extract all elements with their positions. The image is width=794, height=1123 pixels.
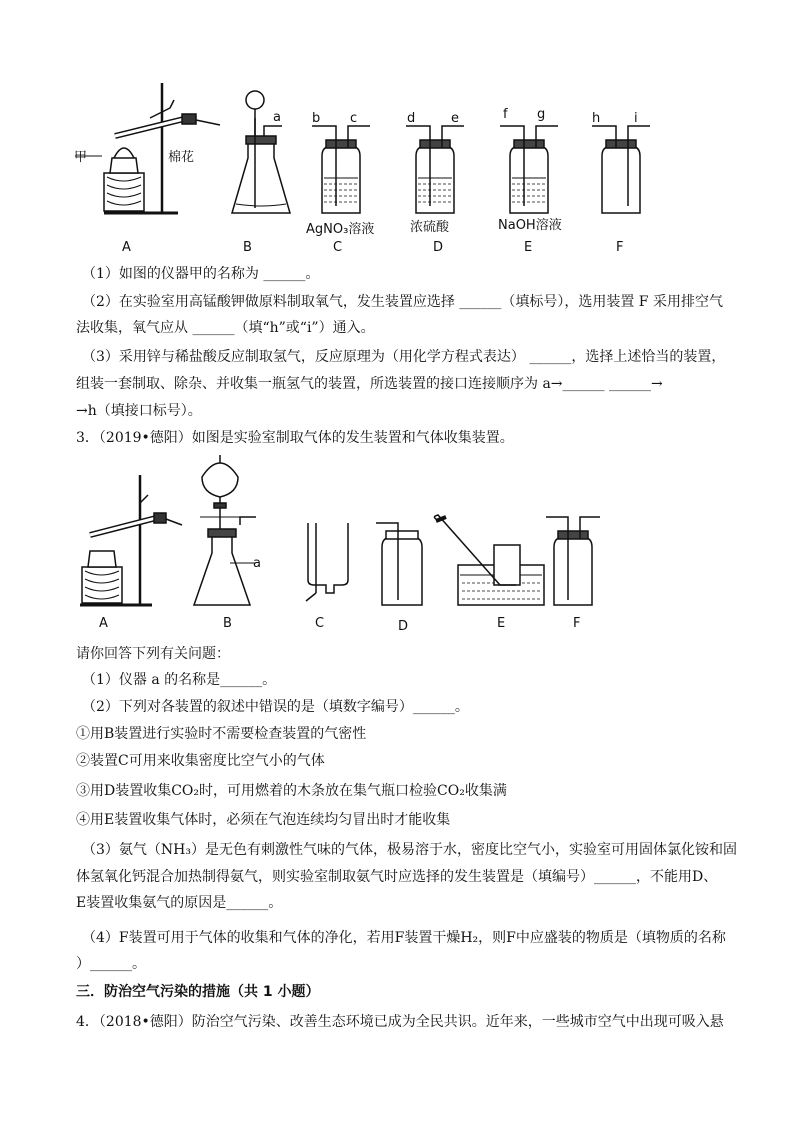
apparatus-figure-1: [60, 78, 740, 258]
label-mianhua: 棉花: [168, 150, 195, 165]
q2-line-3: 法收集，氧气应从 ______（填“h”或“i”）通入。: [76, 320, 375, 336]
fig2-label-a-port: a: [253, 556, 261, 571]
label-jia: 甲: [74, 150, 88, 165]
q4-line: 4．（2018•德阳）防治空气污染、改善生态环境已成为全民共识。近年来，一些城市空气中出现可吸入悬: [76, 1014, 724, 1030]
fig2-label-d: D: [398, 619, 409, 634]
fig1-label-d: D: [433, 240, 444, 255]
port-i: i: [634, 111, 638, 126]
q3-line-4b: ）______。: [76, 956, 146, 972]
fig1-label-f: F: [616, 240, 624, 255]
q3-line-3b: 体氢氧化钙混合加热制得氨气，则实验室制取氨气时应选择的发生装置是（填编号）______，不能用D、: [76, 869, 718, 885]
apparatus-figure-2: [60, 455, 620, 615]
port-e: e: [451, 111, 459, 126]
q3-line-3c: E装置收集氨气的原因是______。: [76, 895, 283, 911]
port-a: a: [273, 110, 281, 125]
fig1-label-e: E: [524, 240, 533, 255]
fig1-label-c: C: [333, 240, 343, 255]
q3-prompt: 请你回答下列有关问题：: [76, 646, 230, 662]
section-heading: 三．防治空气污染的措施（共 1 小题）: [76, 984, 320, 1000]
fig2-label-c: C: [315, 616, 325, 631]
port-g: g: [537, 107, 546, 122]
q3-option-4: ④用E装置收集气体时，必须在气泡连续均匀冒出时才能收集: [76, 812, 451, 828]
port-d: d: [407, 111, 416, 126]
port-c: c: [350, 111, 358, 126]
fig2-label-a: A: [99, 616, 108, 631]
q2-line-6: →h（填接口标号）。: [76, 403, 202, 419]
fig1-label-a: A: [122, 240, 131, 255]
solution-c: AgNO₃溶液: [306, 222, 375, 237]
q3-option-2: ②装置C可用来收集密度比空气小的气体: [76, 753, 325, 769]
q3-line-2: （2）下列对各装置的叙述中错误的是（填数字编号）______。: [82, 699, 469, 715]
port-b: b: [312, 111, 321, 126]
q3-title: 3．（2019•德阳）如图是实验室制取气体的发生装置和气体收集装置。: [76, 430, 514, 446]
q3-line-1: （1）仪器 a 的名称是______。: [82, 672, 277, 688]
q2-line-2: （2）在实验室用高锰酸钾做原料制取氧气，发生装置应选择 ______（填标号），选用装置 F 采用排空气: [82, 294, 723, 310]
fig2-label-b: B: [223, 616, 232, 631]
q2-line-1: （1）如图的仪器甲的名称为 ______。: [82, 266, 320, 282]
q2-line-5: 组装一套制取、除杂、并收集一瓶氢气的装置，所选装置的接口连接顺序为 a→______ ______→: [76, 376, 663, 392]
q3-option-1: ①用B装置进行实验时不需要检查装置的气密性: [76, 726, 367, 742]
fig1-label-b: B: [243, 240, 252, 255]
q3-line-3a: （3）氨气（NH₃）是无色有刺激性气味的气体，极易溶于水，密度比空气小，实验室可用固体氯化铵和固: [82, 842, 737, 858]
port-h: h: [592, 111, 601, 126]
port-f: f: [503, 107, 508, 122]
q2-line-4: （3）采用锌与稀盐酸反应制取氢气，反应原理为（用化学方程式表达） ______，选择上述恰当的装置，: [82, 349, 726, 365]
fig2-label-e: E: [497, 616, 506, 631]
solution-d: 浓硫酸: [410, 220, 450, 235]
solution-e: NaOH溶液: [498, 218, 562, 233]
fig2-label-f: F: [573, 616, 581, 631]
q3-option-3: ③用D装置收集CO₂时，可用燃着的木条放在集气瓶口检验CO₂收集满: [76, 783, 507, 799]
q3-line-4a: （4）F装置可用于气体的收集和气体的净化，若用F装置干燥H₂，则F中应盛装的物质是（填物质的名称: [82, 930, 726, 946]
